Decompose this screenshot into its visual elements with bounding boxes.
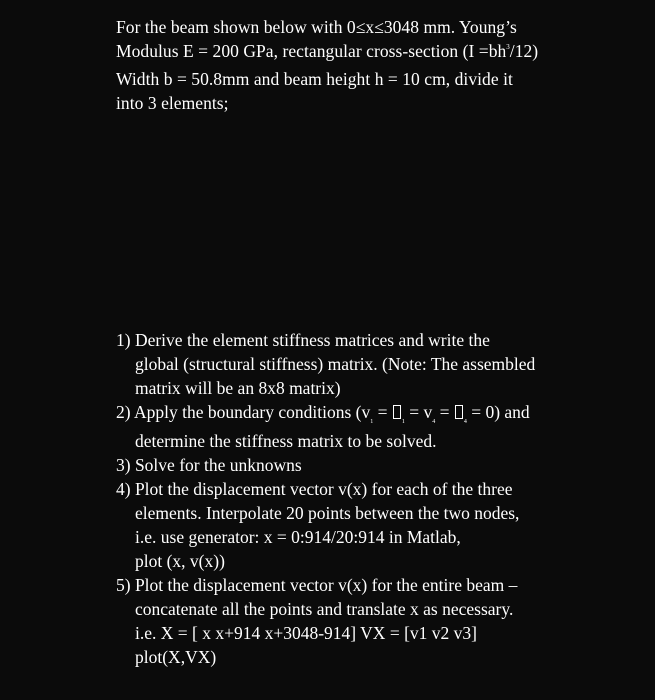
problem-line-2: [116, 39, 596, 67]
task-1-line-1: 1) Derive the element stiffness matrices and write the: [116, 330, 490, 350]
subscript-4: 4: [432, 419, 436, 425]
task-4-line-1: 4) Plot the displacement vector v(x) for each of the three: [116, 479, 513, 499]
problem-line-3: Width b = 50.8mm and beam height h = 10 cm, divide it: [116, 69, 513, 89]
task-4-line-4: plot (x, v(x)): [135, 551, 225, 571]
task-5-line-1: 5) Plot the displacement vector v(x) for the entire beam –: [116, 575, 518, 595]
task-2-text-c: = v: [404, 402, 433, 422]
problem-line-2-text: Modulus E = 200 GPa, rectangular cross-section (I =bh: [116, 41, 507, 61]
task-2-text-e: = 0) and: [466, 402, 530, 422]
task-item-1: [116, 328, 616, 400]
problem-line-2-end: /12): [509, 41, 539, 61]
task-2-text-d: =: [435, 402, 454, 422]
task-item-2: [116, 400, 616, 453]
task-item-5: [116, 573, 616, 669]
task-1-line-2: global (structural stiffness) matrix. (Note: The assembled: [135, 354, 536, 374]
task-item-4: [116, 477, 616, 573]
task-1-line-3: matrix will be an 8x8 matrix): [135, 378, 341, 398]
task-2-text-b: =: [373, 402, 392, 422]
problem-line-1: For the beam shown below with 0≤x≤3048 mm. Young’s: [116, 17, 517, 37]
missing-glyph-box-icon: [393, 405, 401, 419]
subscript-1b: 1: [401, 419, 405, 425]
task-2-line-1: [116, 400, 616, 429]
task-3-line-1: 3) Solve for the unknowns: [116, 455, 302, 475]
task-5-line-4: plot(X,VX): [135, 647, 217, 667]
problem-statement: [116, 15, 596, 115]
problem-line-4: into 3 elements;: [116, 93, 229, 113]
task-4-line-3: i.e. use generator: x = 0:914/20:914 in Matlab,: [135, 527, 461, 547]
task-5-line-2: concatenate all the points and translate x as necessary.: [135, 599, 514, 619]
task-2-text-a: 2) Apply the boundary conditions (v: [116, 402, 371, 422]
subscript-1: 1: [370, 419, 374, 425]
cube-superscript: 3: [506, 43, 510, 51]
task-5-line-3: i.e. X = [ x x+914 x+3048-914] VX = [v1 v2 v3]: [135, 623, 477, 643]
task-list: [116, 328, 616, 669]
missing-glyph-box-icon-2: [455, 405, 463, 419]
task-2-line-2: determine the stiffness matrix to be solved.: [135, 431, 437, 451]
task-item-3: [116, 453, 616, 477]
task-4-line-2: elements. Interpolate 20 points between the two nodes,: [135, 503, 520, 523]
subscript-4b: 4: [463, 419, 467, 425]
